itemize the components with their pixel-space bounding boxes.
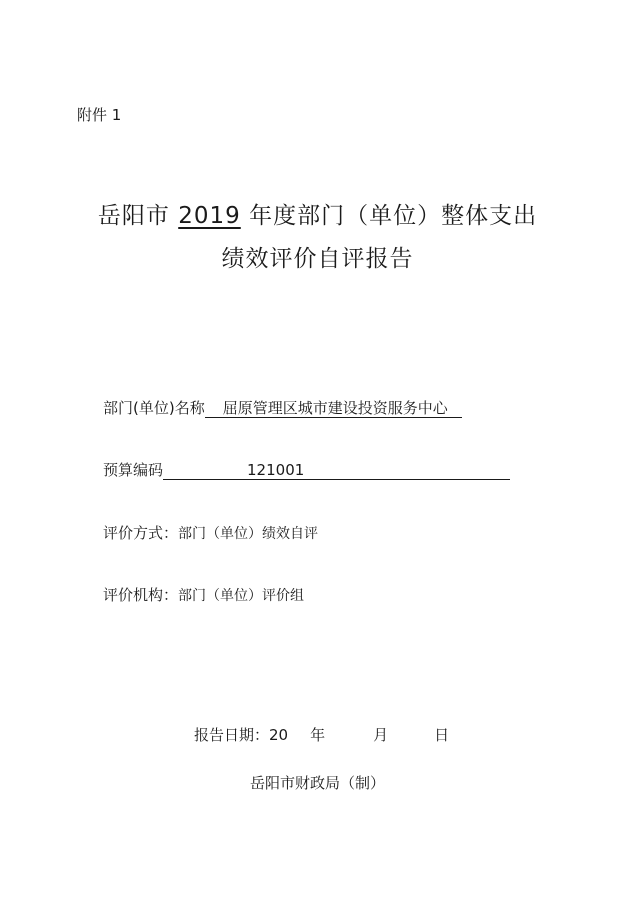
report-date-label: 报告日期： [194,726,270,744]
dept-name-value: 屈原管理区城市建设投资服务中心 [205,399,462,418]
report-date-year-unit: 年 [310,726,326,744]
report-date-month-unit: 月 [373,726,389,744]
eval-method-value: 部门（单位）绩效自评 [178,526,319,542]
eval-org-field [103,584,304,605]
eval-method-label: 评价方式： [103,524,179,542]
budget-code-field [103,459,510,480]
dept-name-label: 部门(单位)名称 [103,399,205,417]
title-year: 2019 [178,203,241,229]
report-date-year: 20 [269,726,289,744]
budget-code-value: 121001 [163,461,510,480]
report-date [194,724,449,745]
budget-code-label: 预算编码 [103,461,164,479]
dept-name-field [103,397,462,418]
eval-method-field [103,522,318,543]
report-title-line-2: 绩效评价自评报告 [221,246,414,272]
issuer: 岳阳市财政局（制） [249,774,385,792]
title-prefix: 岳阳市 [97,203,179,229]
eval-org-value: 部门（单位）评价组 [178,588,305,604]
title-suffix: 年度部门（单位）整体支出 [240,203,538,229]
report-title-line-1 [0,197,635,230]
attachment-label: 附件 1 [77,106,122,124]
report-date-day-unit: 日 [434,726,450,744]
eval-org-label: 评价机构： [103,586,179,604]
